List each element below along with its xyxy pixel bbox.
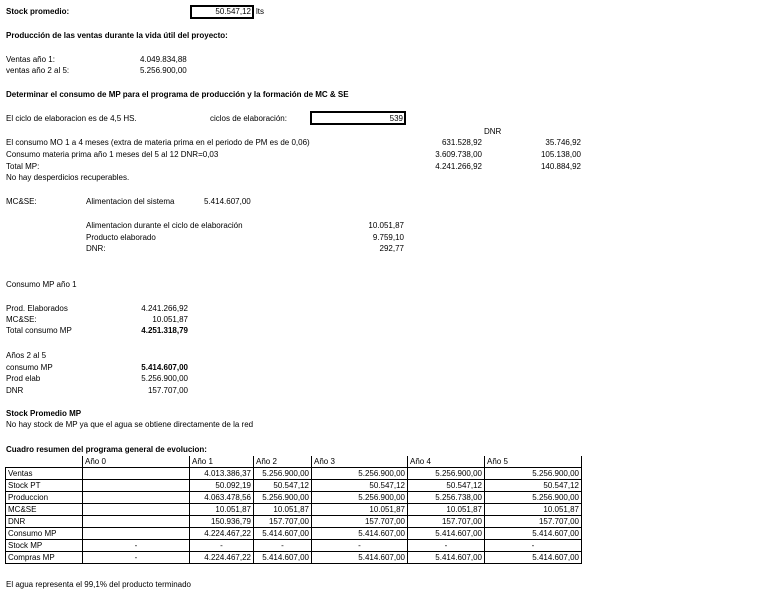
- table-cell: 157.707,00: [408, 516, 485, 528]
- consumo-mp-ano1-total: 4.251.318,79: [141, 326, 188, 335]
- mcse-row-value: 9.759,10: [372, 233, 404, 242]
- table-cell: -: [190, 540, 254, 552]
- consumo-mp-ano1-row-value: 10.051,87: [152, 315, 188, 324]
- table-cell: 5.256.738,00: [408, 492, 485, 504]
- ventas-ano2-5-label: ventas año 2 al 5:: [6, 66, 70, 75]
- consumo-title: Determinar el consumo de MP para el programa de producción y la formación de MC & SE: [6, 90, 349, 99]
- table-cell: -: [312, 540, 408, 552]
- consumo-row-dnr: 140.884,92: [540, 162, 581, 171]
- table-cell: 5.256.900,00: [408, 468, 485, 480]
- table-header-cell: Año 2: [254, 456, 312, 468]
- table-cell: -: [254, 540, 312, 552]
- footer-note: El agua representa el 99,1% del producto terminado: [6, 580, 192, 589]
- consumo-row-value: 4.241.266,92: [435, 162, 482, 171]
- table-row: [6, 468, 582, 480]
- table-row-label: DNR: [6, 516, 83, 528]
- table-cell: 5.414.607,00: [485, 528, 582, 540]
- stock-promedio-unit: lts: [256, 7, 264, 16]
- consumo-mp-ano1-row-value: 4.241.266,92: [141, 304, 188, 313]
- table-cell: [83, 504, 190, 516]
- consumo-row-dnr: 35.746,92: [545, 138, 581, 147]
- anos-2-5-row-label: Prod elab: [6, 374, 41, 383]
- table-row: [6, 540, 582, 552]
- table-cell: [83, 528, 190, 540]
- table-row-label: Stock PT: [6, 480, 83, 492]
- table-cell: 5.414.607,00: [408, 552, 485, 564]
- ciclos-label: ciclos de elaboración:: [210, 114, 287, 123]
- table-cell: 10.051,87: [254, 504, 312, 516]
- table-cell: 4.224.467,22: [190, 552, 254, 564]
- consumo-row-dnr: 105.138,00: [540, 150, 581, 159]
- stock-mp-title: Stock Promedio MP: [6, 409, 82, 418]
- table-cell: 50.547,12: [254, 480, 312, 492]
- table-header-cell: Año 1: [190, 456, 254, 468]
- table-cell: [83, 480, 190, 492]
- consumo-mp-ano1-row-label: Prod. Elaborados: [6, 304, 68, 313]
- table-header-corner: [6, 456, 83, 468]
- table-cell: 4.224.467,22: [190, 528, 254, 540]
- ventas-ano1-label: Ventas año 1:: [6, 55, 55, 64]
- mcse-row-value: 10.051,87: [368, 221, 404, 230]
- table-cell: 5.256.900,00: [485, 492, 582, 504]
- ventas-ano1-value: 4.049.834,88: [140, 55, 187, 64]
- anos-2-5-title: Años 2 al 5: [6, 351, 47, 360]
- table-cell: 5.414.607,00: [485, 552, 582, 564]
- anos-2-5-row-value: 5.256.900,00: [141, 374, 188, 383]
- table-row: [6, 516, 582, 528]
- table-row: [6, 504, 582, 516]
- table-cell: 50.547,12: [408, 480, 485, 492]
- table-cell: [83, 492, 190, 504]
- consumo-mp-ano1-row-label: MC&SE:: [6, 315, 37, 324]
- table-cell: 5.414.607,00: [408, 528, 485, 540]
- stock-mp-text: No hay stock de MP ya que el agua se obtiene directamente de la red: [6, 420, 254, 429]
- table-row: [6, 528, 582, 540]
- table-cell: 50.547,12: [485, 480, 582, 492]
- table-cell: 150.936,79: [190, 516, 254, 528]
- table-header-cell: Año 0: [83, 456, 190, 468]
- no-desperdicios: No hay desperdicios recuperables.: [6, 173, 130, 182]
- table-row: [6, 492, 582, 504]
- table-cell: 5.414.607,00: [312, 552, 408, 564]
- table-row-label: Consumo MP: [6, 528, 83, 540]
- table-cell: 5.256.900,00: [312, 492, 408, 504]
- table-row-label: Ventas: [6, 468, 83, 480]
- mcse-alimentacion-value: 5.414.607,00: [204, 197, 251, 206]
- consumo-row-label: Total MP:: [6, 162, 40, 171]
- table-cell: 5.256.900,00: [312, 468, 408, 480]
- consumo-mp-ano1-title: Consumo MP año 1: [6, 280, 77, 289]
- table-cell: 10.051,87: [408, 504, 485, 516]
- mcse-label: MC&SE:: [6, 197, 37, 206]
- table-cell: 10.051,87: [312, 504, 408, 516]
- table-cell: 5.256.900,00: [485, 468, 582, 480]
- table-cell: [83, 468, 190, 480]
- consumo-row-label: El consumo MO 1 a 4 meses (extra de materia prima en el periodo de PM es de 0,06): [6, 138, 310, 147]
- ciclos-value: 539: [389, 114, 403, 123]
- stock-promedio-label: Stock promedio:: [6, 7, 70, 16]
- table-cell: 10.051,87: [485, 504, 582, 516]
- table-cell: 157.707,00: [254, 516, 312, 528]
- table-cell: 157.707,00: [312, 516, 408, 528]
- mcse-row-label: Producto elaborado: [86, 233, 156, 242]
- dnr-header: DNR: [484, 127, 502, 136]
- table-cell: 50.092,19: [190, 480, 254, 492]
- mcse-row-value: 292,77: [379, 244, 404, 253]
- table-cell: -: [408, 540, 485, 552]
- anos-2-5-row-value: 5.414.607,00: [141, 363, 188, 372]
- consumo-row-label: Consumo materia prima año 1 meses del 5 al 12 DNR=0,03: [6, 150, 219, 159]
- table-cell: 10.051,87: [190, 504, 254, 516]
- summary-table: [5, 456, 582, 564]
- mcse-row-label: Alimentacion durante el ciclo de elaboración: [86, 221, 243, 230]
- table-cell: 5.414.607,00: [254, 528, 312, 540]
- table-header-cell: Año 5: [485, 456, 582, 468]
- consumo-row-value: 631.528,92: [441, 138, 482, 147]
- table-cell: 157.707,00: [485, 516, 582, 528]
- table-cell: 5.414.607,00: [312, 528, 408, 540]
- table-header-cell: Año 3: [312, 456, 408, 468]
- table-cell: 5.414.607,00: [254, 552, 312, 564]
- table-row-label: Compras MP: [6, 552, 83, 564]
- table-header-row: [6, 456, 582, 468]
- table-cell: -: [485, 540, 582, 552]
- produccion-title: Producción de las ventas durante la vida útil del proyecto:: [6, 31, 228, 40]
- table-row-label: MC&SE: [6, 504, 83, 516]
- consumo-mp-ano1-row-label: Total consumo MP: [6, 326, 72, 335]
- table-cell: 4.063.478,56: [190, 492, 254, 504]
- ventas-ano2-5-value: 5.256.900,00: [140, 66, 187, 75]
- table-cell: 4.013.386,37: [190, 468, 254, 480]
- table-header-cell: Año 4: [408, 456, 485, 468]
- anos-2-5-row-label: consumo MP: [6, 363, 53, 372]
- mcse-alimentacion-label: Alimentacion del sistema: [86, 197, 175, 206]
- table-row: [6, 552, 582, 564]
- table-cell: 50.547,12: [312, 480, 408, 492]
- table-cell: 5.256.900,00: [254, 468, 312, 480]
- table-row-label: Produccion: [6, 492, 83, 504]
- stock-promedio-value: 50.547,12: [215, 7, 251, 16]
- table-cell: [83, 516, 190, 528]
- table-cell: -: [83, 552, 190, 564]
- anos-2-5-row-value: 157.707,00: [147, 386, 188, 395]
- table-cell: 5.256.900,00: [254, 492, 312, 504]
- mcse-row-label: DNR:: [86, 244, 106, 253]
- consumo-row-value: 3.609.738,00: [435, 150, 482, 159]
- ciclo-label: El ciclo de elaboracion es de 4,5 HS.: [6, 114, 137, 123]
- anos-2-5-row-label: DNR: [6, 386, 24, 395]
- table-row-label: Stock MP: [6, 540, 83, 552]
- cuadro-title: Cuadro resumen del programa general de evolucion:: [6, 445, 207, 454]
- table-cell: -: [83, 540, 190, 552]
- table-row: [6, 480, 582, 492]
